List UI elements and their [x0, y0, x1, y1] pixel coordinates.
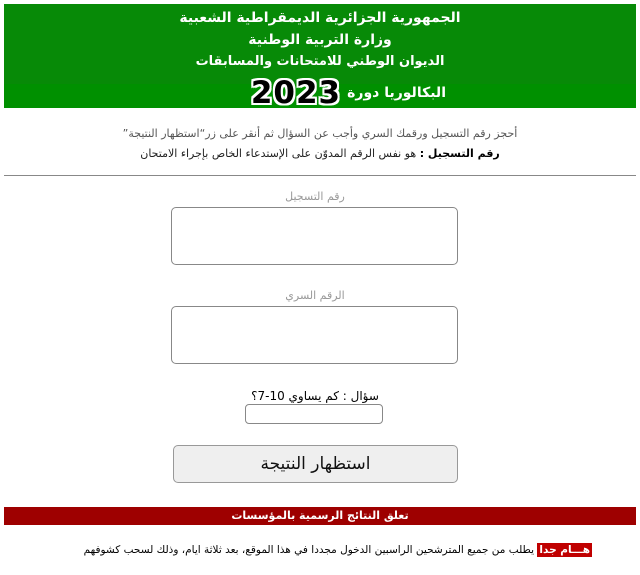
captcha-answer-input[interactable]: [245, 404, 383, 424]
header-banner: [4, 4, 636, 111]
session-year: 2023: [250, 75, 342, 111]
ministry-title: وزارة التربية الوطنية: [248, 32, 392, 48]
registration-label: رقم التسجيل: [285, 190, 345, 203]
registration-hint: [8, 147, 632, 160]
divider: [4, 175, 636, 176]
registration-hint-text: هو نفس الرقم المدوّن على الإستدعاء الخاص بإجراء الامتحان: [140, 147, 420, 160]
show-result-button[interactable]: استظهار النتيجة: [173, 445, 458, 483]
secret-input[interactable]: [171, 306, 458, 364]
important-badge: هـــام جدا: [539, 544, 590, 556]
session-title: [216, 76, 446, 110]
registration-input[interactable]: [171, 207, 458, 265]
results-notice-bar: تعلق النتائج الرسمية بالمؤسسات: [4, 507, 636, 525]
registration-hint-label: رقم التسجيل :: [419, 147, 500, 160]
captcha-question: سؤال : كم يساوي 10-7؟: [251, 389, 379, 403]
instruction-line: أحجز رقم التسجيل ورقمك السري وأجب عن السؤال ثم أنقر على زر“استظهار النتيجة”: [122, 127, 518, 140]
republic-title: الجمهورية الجزائرية الديمقراطية الشعبية: [179, 10, 461, 26]
session-label: البكالوريا دورة: [347, 85, 446, 101]
important-text: يطلب من جميع المترشحين الراسبين الدخول مجددا في هذا الموقع، بعد ثلاثة ايام، وذلك لسحب كشوفهم: [83, 544, 538, 556]
important-notice: [40, 544, 592, 556]
secret-label: الرقم السري: [285, 289, 345, 302]
office-title: الديوان الوطني للامتحانات والمسابقات: [195, 54, 445, 69]
